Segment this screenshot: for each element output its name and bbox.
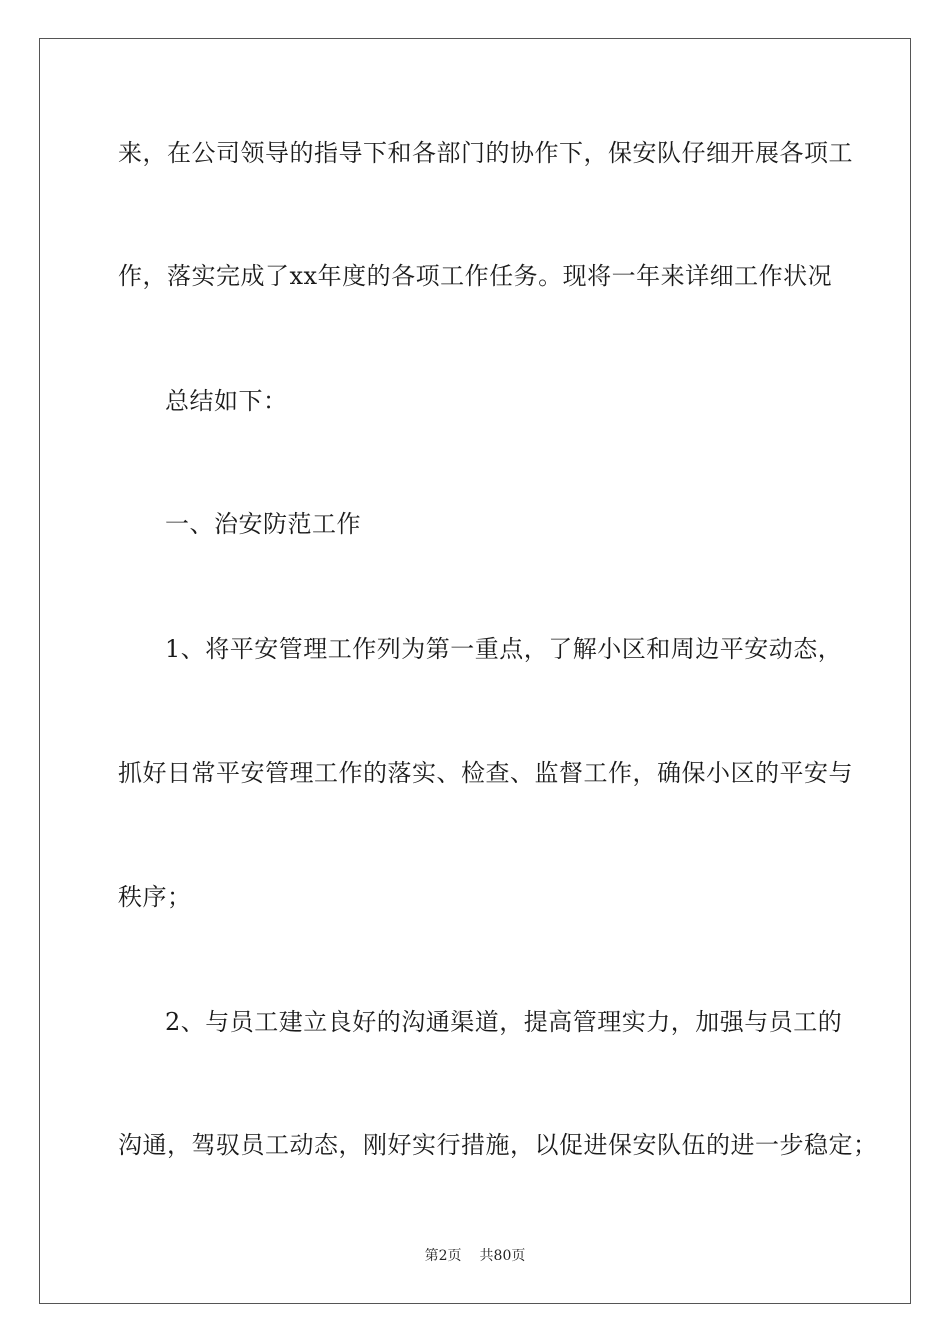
page-total: 共80页 xyxy=(479,1248,526,1264)
page-number: 第2页 xyxy=(424,1248,462,1264)
body-line-9: 沟通，驾驭员工动态，刚好实行措施，以促进保安队伍的进一步稳定； xyxy=(118,1131,878,1159)
page-frame xyxy=(39,38,911,1304)
body-line-1: 来，在公司领导的指导下和各部门的协作下，保安队仔细开展各项工 xyxy=(118,139,853,167)
section-heading-security: 一、治安防范工作 xyxy=(165,510,361,538)
body-line-2: 作，落实完成了xx年度的各项工作任务。现将一年来详细工作状况 xyxy=(118,262,833,290)
body-line-7: 秩序； xyxy=(118,883,192,911)
body-line-6: 抓好日常平安管理工作的落实、检查、监督工作，确保小区的平安与 xyxy=(118,759,853,787)
body-line-3: 总结如下： xyxy=(165,387,288,415)
body-line-8: 2、与员工建立良好的沟通渠道，提高管理实力，加强与员工的 xyxy=(165,1008,843,1036)
page-footer xyxy=(0,1247,950,1265)
body-line-5: 1、将平安管理工作列为第一重点，了解小区和周边平安动态， xyxy=(165,635,843,663)
